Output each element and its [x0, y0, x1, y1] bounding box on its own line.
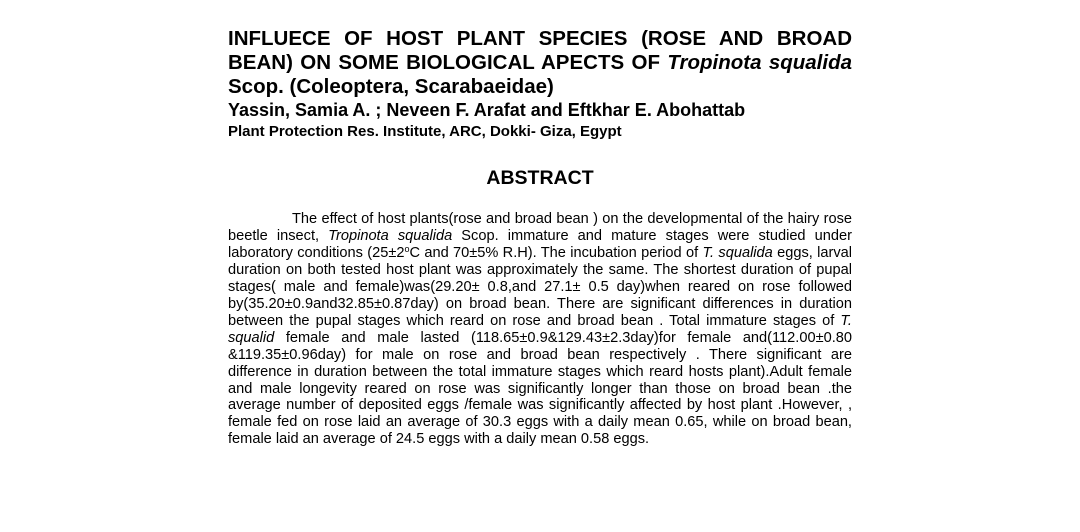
abstract-heading: ABSTRACT [486, 167, 594, 189]
author-list: Yassin, Samia A. ; Neveen F. Arafat and Eftkhar E. Abohattab [228, 100, 746, 120]
abstract-text-1: The effect of host plants(rose and broad bean ) on the developmental of the hairy rose beetle insect, [228, 211, 852, 244]
abstract-species-2: T. squalida [702, 244, 773, 261]
paper-title [228, 27, 852, 99]
title-text: INFLUECE OF HOST PLANT SPECIES (ROSE AND BROAD BEAN) ON SOME BIOLOGICAL APECTS OF [228, 27, 852, 74]
abstract-text-5: female and male lasted (118.65±0.9&129.43±2.3day)for female and(112.00±0.80 &119.35±0.96day) for male on rose and broad bean respectively . There significant are difference in duration between the total immature stages which reard hosts plant).Adult female and male longevity reared on rose was significantly longer than those on broad bean .the average number of deposited eggs /female was significantly affected by host plant .However, , female fed on rose laid an average of 30.3 eggs with a daily mean 0.65, while on broad bean, female laid an average of 24.5 eggs with a daily mean 0.58 eggs. [228, 329, 852, 448]
title-species-name: Tropinota squalida [667, 51, 853, 74]
paper-page [228, 27, 852, 448]
abstract-text-2: Scop. immature and mature stages were studied under laboratory conditions (25±2 [228, 227, 852, 261]
abstract-species-3: T. squalid [228, 312, 852, 346]
abstract-text-3: C and 70±5% R.H). The incubation period of [409, 244, 703, 261]
degree-superscript: o [404, 243, 410, 254]
abstract-body [228, 211, 852, 448]
affiliation: Plant Protection Res. Institute, ARC, Dokki- Giza, Egypt [228, 123, 622, 140]
abstract-species-1: Tropinota squalida [328, 227, 453, 244]
abstract-text-4: eggs, larval duration on both tested host plant was approximately the same. The shortest duration of pupal stages( male and female)was(29.20± 0.8,and 27.1± 0.5 day)when reared on rose followed by(35.20±0.9and32.85±0.87day) on broad bean. There are significant differences in duration between the pupal stages which reard on rose and broad bean . Total immature stages of [228, 244, 852, 329]
title-text-suffix: Scop. (Coleoptera, Scarabaeidae) [228, 75, 554, 98]
